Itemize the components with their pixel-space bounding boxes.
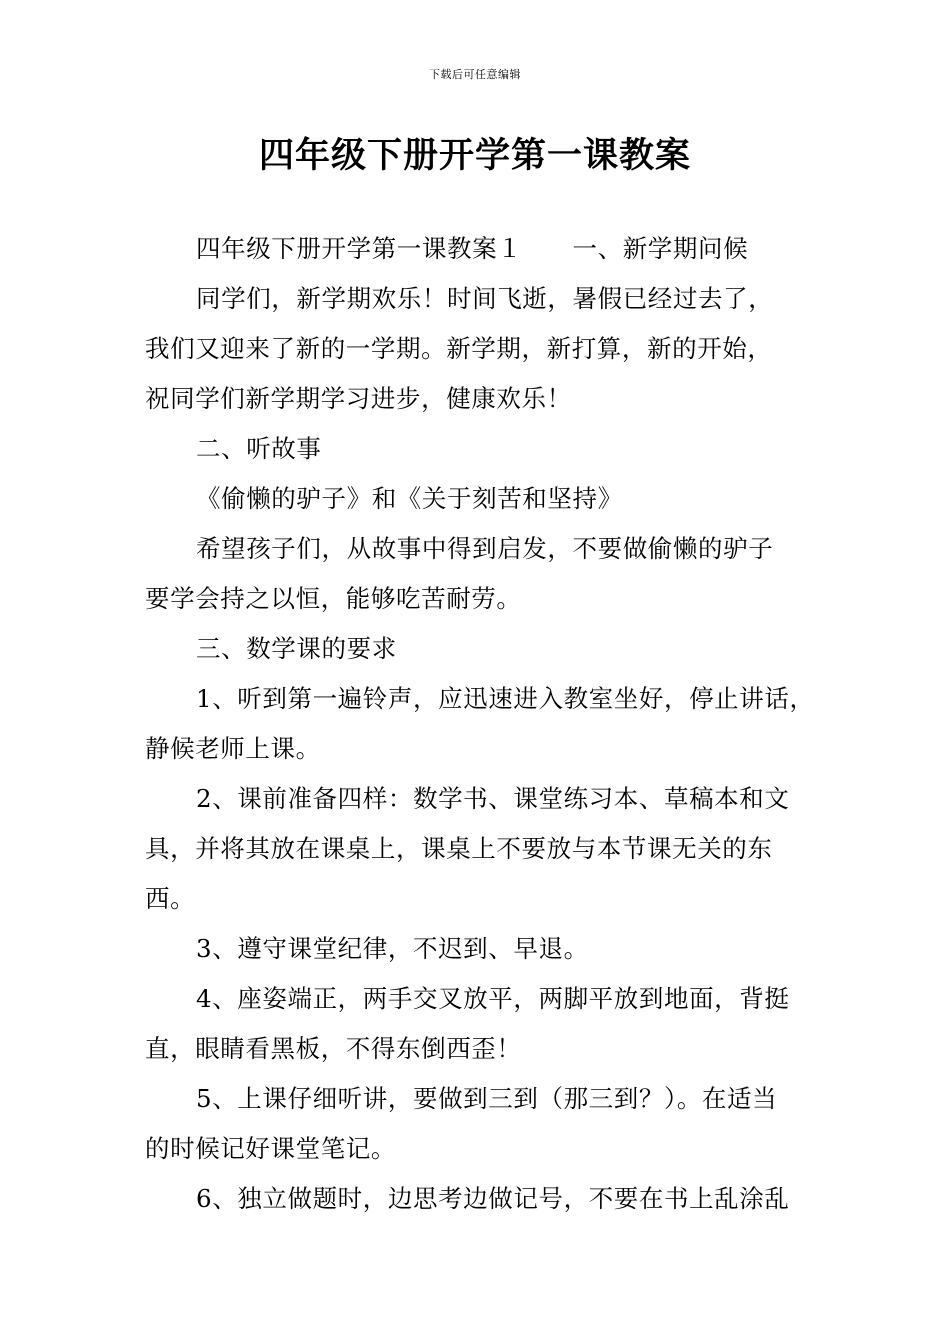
- body-line: 我们又迎来了新的一学期。新学期，新打算，新的开始，: [145, 334, 773, 363]
- body-line: 的时候记好课堂笔记。: [145, 1134, 396, 1163]
- body-line: 5、上课仔细听讲，要做到三到（那三到？）。在适当: [196, 1084, 778, 1113]
- document-title: 四年级下册开学第一课教案: [258, 135, 691, 176]
- body-line: 西。: [145, 884, 196, 913]
- body-line: 《偷懒的驴子》和《关于刻苦和坚持》: [196, 484, 623, 513]
- body-line: 同学们，新学期欢乐！时间飞逝，暑假已经过去了，: [196, 284, 774, 313]
- body-line: 四年级下册开学第一课教案１ 一、新学期问候: [196, 234, 749, 263]
- body-line: 1、听到第一遍铃声，应迅速进入教室坐好，停止讲话，: [196, 684, 815, 713]
- body-line: 祝同学们新学期学习进步，健康欢乐！: [145, 384, 572, 413]
- body-line: 静候老师上课。: [145, 734, 321, 763]
- body-line: 2、课前准备四样：数学书、课堂练习本、草稿本和文: [196, 784, 790, 813]
- body-line: 希望孩子们，从故事中得到启发，不要做偷懒的驴子: [196, 534, 774, 563]
- body-line: 要学会持之以恒，能够吃苦耐劳。: [145, 584, 522, 613]
- body-line: 3、遵守课堂纪律，不迟到、早退。: [196, 934, 589, 963]
- body-line: 三、数学课的要求: [196, 634, 397, 663]
- body-line: 直，眼睛看黑板，不得东倒西歪！: [145, 1034, 522, 1063]
- page-header-note: 下载后可任意编辑: [429, 68, 521, 81]
- body-line: 6、独立做题时，边思考边做记号，不要在书上乱涂乱: [196, 1184, 790, 1213]
- body-line: 具，并将其放在课桌上，课桌上不要放与本节课无关的东: [145, 834, 773, 863]
- body-line: 二、听故事: [196, 434, 322, 463]
- body-line: 4、座姿端正，两手交叉放平，两脚平放到地面，背挺: [196, 984, 790, 1013]
